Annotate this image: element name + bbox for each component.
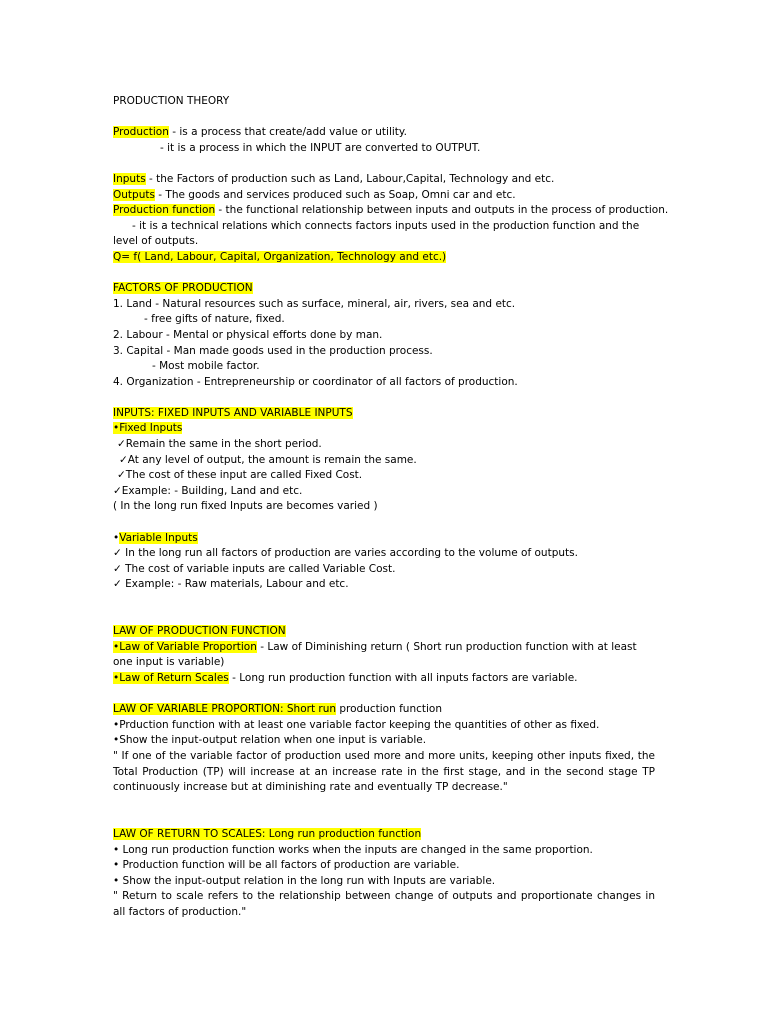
inputs-heading: INPUTS: FIXED INPUTS AND VARIABLE INPUTS bbox=[113, 406, 353, 419]
variable-inputs-label: •Variable Inputs bbox=[113, 531, 198, 544]
inputs-term: Inputs bbox=[113, 172, 146, 185]
production-function-term: Production function bbox=[113, 204, 216, 217]
list-item: • Show the input-output relation in the long run with Inputs are variable. bbox=[113, 874, 496, 887]
variable-proportion-list bbox=[113, 718, 655, 749]
fixed-inputs-label: •Fixed Inputs bbox=[113, 422, 183, 435]
production-term: Production bbox=[113, 126, 169, 139]
list-item: ✓Remain the same in the short period. bbox=[117, 438, 322, 451]
list-item: • Long run production function works when the inputs are changed in the same proportion. bbox=[113, 843, 593, 856]
list-item: ✓ In the long run all factors of production are varies according to the volume of outputs. bbox=[113, 547, 578, 560]
factors-list bbox=[113, 297, 655, 391]
return-scales-quote: " Return to scale refers to the relationship between change of outputs and proportionate changes in all factors of production." bbox=[113, 890, 655, 918]
law-return-scales-heading: LAW OF RETURN TO SCALES: Long run production function bbox=[113, 827, 422, 840]
list-item: - free gifts of nature, fixed. bbox=[144, 313, 285, 326]
list-item: ( In the long run fixed Inputs are becomes varied ) bbox=[113, 500, 378, 513]
document-body bbox=[113, 94, 669, 920]
document-title: PRODUCTION THEORY bbox=[113, 95, 230, 107]
law-production-function-heading: LAW OF PRODUCTION FUNCTION bbox=[113, 625, 286, 638]
list-item: ✓ The cost of variable inputs are called Variable Cost. bbox=[113, 562, 396, 575]
list-item: •Show the input-output relation when one input is variable. bbox=[113, 734, 427, 747]
outputs-definition: Outputs - The goods and services produced such as Soap, Omni car and etc. bbox=[113, 188, 516, 201]
factors-heading: FACTORS OF PRODUCTION bbox=[113, 282, 253, 295]
list-item: 4. Organization - Entrepreneurship or coordinator of all factors of production. bbox=[113, 375, 518, 388]
fixed-inputs-list bbox=[113, 437, 655, 515]
list-item: ✓At any level of output, the amount is remain the same. bbox=[119, 453, 417, 466]
list-item: 2. Labour - Mental or physical efforts done by man. bbox=[113, 328, 383, 341]
return-scales-list bbox=[113, 843, 655, 890]
list-item: ✓ Example: - Raw materials, Labour and etc. bbox=[113, 578, 349, 591]
list-item: - Most mobile factor. bbox=[152, 360, 260, 373]
production-formula: Q= f( Land, Labour, Capital, Organization, Technology and etc.) bbox=[113, 250, 447, 263]
law-variable-proportion-item: •Law of Variable Proportion - Law of Diminishing return ( Short run production function with at least one input is variable) bbox=[113, 640, 637, 669]
list-item: • Production function will be all factors of production are variable. bbox=[113, 859, 460, 872]
variable-proportion-quote: " If one of the variable factor of production used more and more units, keeping other inputs fixed, the Total Production (TP) will increase at an increase rate in the first stage, and in the second stage TP continuously increase but at diminishing rate and eventually TP decrease." bbox=[113, 749, 655, 794]
outputs-term: Outputs bbox=[113, 188, 155, 201]
law-return-scales-item: •Law of Return Scales - Long run production function with all inputs factors are variable. bbox=[113, 671, 578, 684]
list-item: ✓Example: - Building, Land and etc. bbox=[113, 484, 303, 497]
production-definition-2: - it is a process in which the INPUT are converted to OUTPUT. bbox=[160, 141, 481, 154]
inputs-definition: Inputs - the Factors of production such as Land, Labour,Capital, Technology and etc. bbox=[113, 172, 555, 185]
variable-inputs-list bbox=[113, 546, 655, 593]
production-definition: Production - is a process that create/add value or utility. bbox=[113, 126, 407, 139]
list-item: 3. Capital - Man made goods used in the production process. bbox=[113, 344, 433, 357]
law-variable-proportion-heading: LAW OF VARIABLE PROPORTION: Short run production function bbox=[113, 703, 442, 716]
list-item: ✓The cost of these input are called Fixed Cost. bbox=[117, 469, 363, 482]
production-function-definition-2: - it is a technical relations which connects factors inputs used in the production function and the level of outputs. bbox=[113, 219, 640, 248]
production-function-definition: Production function - the functional relationship between inputs and outputs in the process of production. bbox=[113, 204, 669, 217]
list-item: •Prduction function with at least one variable factor keeping the quantities of other as fixed. bbox=[113, 718, 600, 731]
list-item: 1. Land - Natural resources such as surface, mineral, air, rivers, sea and etc. bbox=[113, 297, 516, 310]
